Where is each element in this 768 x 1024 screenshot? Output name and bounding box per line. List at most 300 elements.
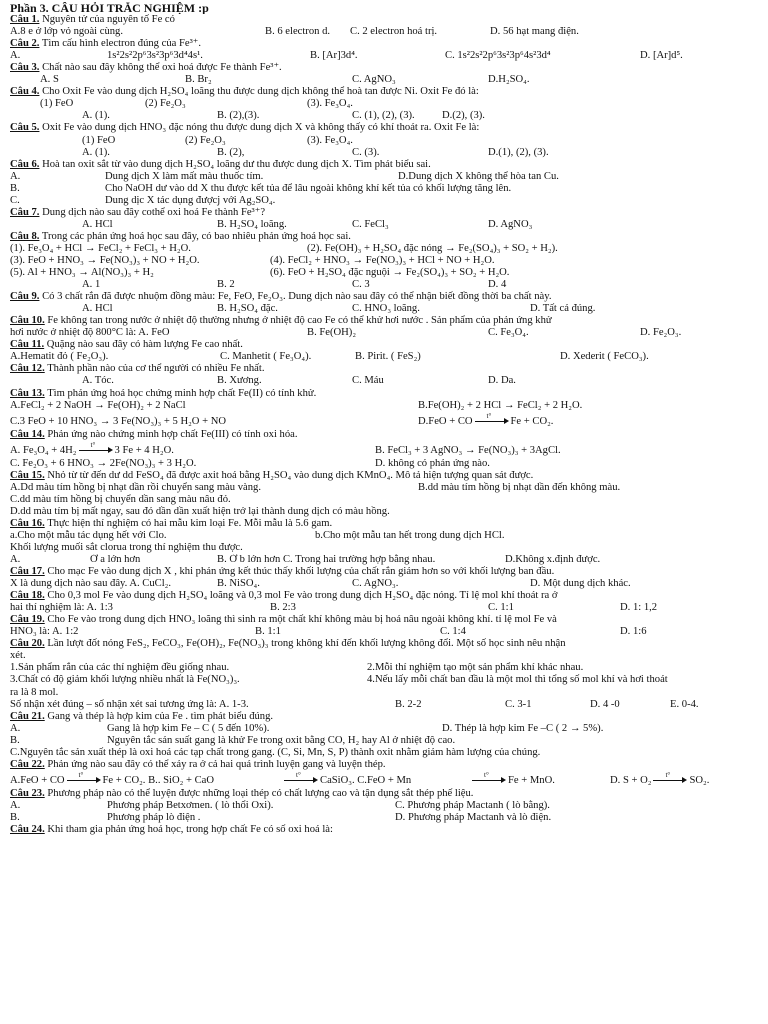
text-line [10,303,758,315]
question-number: Câu 10. [10,315,45,327]
text-segment [488,147,549,159]
text-segment [10,255,200,267]
text-segment [307,327,356,339]
segment-text: hơi nước ở nhiệt độ 800°C là: A. FeO [10,327,170,339]
segment-text: Thực hiện thí nghiệm có hai mẫu kim loại Fe. Mỗi mẫu là 5.6 gam. [44,517,333,529]
segment-text: (4). FeCl₂ + HNO₃ → Fe(NO₃)₃ + HCl + NO + H₂O. [270,254,495,266]
text-line [10,74,758,86]
segment-text: (1). Fe₃O₄ + HCl → FeCl₂ + FeCl₃ + H₂O. [10,242,191,254]
segment-text: Tìm cấu hình electron đúng của Fe³⁺. [39,38,201,50]
segment-text: Ở a lớn hơn [90,554,141,566]
segment-text: xét. [10,650,26,662]
text-segment [10,788,473,800]
segment-text: E. 0-4. [670,698,699,710]
text-line [10,400,758,412]
text-segment [10,26,123,38]
text-segment [10,159,431,171]
text-line [10,494,758,506]
text-segment [352,110,415,122]
segment-text: A.FeO + CO [10,774,65,786]
segment-text: A. [10,170,21,182]
text-segment [217,578,260,590]
segment-text: D. 56 hạt mang điện. [490,26,579,38]
text-line [10,699,758,711]
segment-text: Hoà tan oxit sắt từ vào dung dịch H₂SO₄ loãng dư thu được dung dịch X. Tìm phát biểu sai. [39,158,431,170]
text-segment [10,530,167,542]
text-segment [560,351,649,363]
segment-text: 3 Fe + 4 H₂O. [114,444,174,456]
segment-text: C. Manhetit ( Fe₃O₄). [220,351,312,363]
text-line [10,662,758,674]
text-segment [350,26,437,38]
text-segment [10,770,214,787]
segment-text: (2) Fe₂O₃ [185,134,226,146]
segment-text: ra là 8 mol. [10,686,59,698]
segment-text: hai thí nghiệm là: A. 1:3 [10,602,113,614]
segment-text: B. [Ar]3d⁴. [310,50,358,62]
text-line [10,429,758,441]
segment-text: D. 1:6 [620,626,647,638]
segment-text: D. Tất cả đúng. [530,303,596,315]
segment-text: C.3 FeO + 10 HNO₃ → 3 Fe(NO₃)₃ + 5 H₂O + NO [10,415,227,427]
segment-text: Thành phần nào của cơ thể người có nhiều Fe nhất. [44,363,265,375]
segment-text: Oxit Fe vào dung dịch HNO₃ đặc nóng thu được dung dịch X và không thấy có khí thoát ra. Oxit Fe là: [39,122,480,134]
text-line [10,122,758,134]
text-segment [10,735,20,747]
text-line [10,578,758,590]
text-segment [310,50,358,62]
segment-text: A. (1). [82,146,110,158]
segment-text: C. Fe₃O₄. [488,327,529,339]
segment-text: B. (2),(3). [217,110,260,122]
question-number: Câu 19. [10,614,45,626]
segment-text: A. HCl [82,303,113,315]
text-segment [395,800,550,812]
text-segment [10,339,243,351]
text-line [10,711,758,723]
text-segment [418,400,582,412]
text-segment [107,735,455,747]
segment-text: Cho NaOH dư vào dd X thu được kết tủa để lâu ngoài không khí kết tủa có khối lượng tăng lên. [105,182,512,194]
question-number: Câu 9. [10,291,40,303]
text-segment [10,171,20,183]
question-number: Câu 15. [10,469,45,481]
segment-text: a.Cho một mẫu tác dụng hết với Clo. [10,529,167,541]
segment-text: (3). FeO + HNO₃ → Fe(NO₃)₃ + NO + H₂O. [10,254,200,266]
segment-text: Cho 0,3 mol Fe vào dung dịch H₂SO₄ loãng và 0,3 mol Fe vào trong dung dịch H₂SO₄ đặc nóng. Tỉ lệ mol khí thoát ra ở [44,590,558,602]
question-number: Câu 4. [10,86,40,98]
text-line [10,412,758,429]
text-segment [265,26,330,38]
text-segment [270,267,509,279]
question-number: Câu 14. [10,428,45,440]
segment-text: A.Dd màu tím hồng bị nhạt dần rồi chuyển sang màu vàng. [10,481,261,493]
question-number: Câu 17. [10,566,45,578]
segment-text: A. (1). [82,110,110,122]
text-line [10,243,758,255]
text-line [10,14,758,26]
text-line [10,339,758,351]
text-segment [352,279,370,291]
segment-text: Dung dịch X làm mất màu thuốc tím. [105,170,264,182]
question-number: Câu 7. [10,206,40,218]
text-segment [10,674,240,686]
text-segment [10,578,171,590]
text-segment [10,759,386,771]
text-line [10,255,758,267]
text-line [10,98,758,110]
question-number: Câu 21. [10,710,45,722]
segment-text: SO₂. [689,774,710,786]
segment-text: Cho Oxit Fe vào dung dịch H₂SO₄ loãng thu được dung dịch không thể hoà tan được Ni. Oxit Fe đó là: [39,86,479,98]
segment-text: A. S [40,74,59,86]
segment-text: C. 3 [352,279,370,291]
text-segment [10,440,174,457]
text-line [10,554,758,566]
text-segment [488,279,506,291]
segment-text: A. [10,799,21,811]
text-segment [442,110,485,122]
text-segment [270,255,495,267]
segment-text: B. H₂SO₄ đặc. [217,303,278,315]
segment-text: D.H₂SO₄. [488,74,530,86]
text-line [10,800,758,812]
text-segment [270,602,296,614]
text-line [10,147,758,159]
segment-text: B. (2), [217,146,245,158]
text-line [10,470,758,482]
segment-text: 1.Sản phẩm rắn của các thí nghiệm đều giống nhau. [10,662,230,674]
text-line [10,759,758,771]
text-segment [217,279,235,291]
segment-text: B. [10,811,20,823]
text-segment [10,2,209,14]
segment-text: A.FeCl₂ + 2 NaOH → Fe(OH)₂ + 2 NaCl [10,399,186,411]
text-line [10,183,758,195]
question-number: Câu 23. [10,787,45,799]
segment-text: X là dung dịch nào sau đây. A. CuCl₂. [10,578,172,590]
segment-text: B.dd màu tím hồng bị nhạt dần đến không màu. [418,481,621,493]
segment-text: C. 2 electron hoá trị. [350,26,438,38]
text-segment [10,800,20,812]
question-number: Câu 18. [10,590,45,602]
text-segment [620,626,646,638]
text-segment [352,578,398,590]
segment-text: D. Phương pháp Mactanh và lò điện. [395,811,552,823]
segment-text: (1) FeO [40,98,74,110]
text-segment [488,375,516,387]
question-number: Câu 8. [10,230,40,242]
segment-text: Quặng nào sau đây có hàm lượng Fe cao nhất. [44,339,243,351]
segment-text: D. 4 [488,279,507,291]
text-segment [445,50,551,62]
segment-text: C.Nguyên tắc sản xuất thép là oxi hoá các tạp chất trong gang. (C, Si, Mn, S, P) thành oxit nhằm giảm hàm lượng của chúng. [10,746,541,758]
text-segment [505,554,600,566]
segment-text: A.Hematit đỏ ( Fe₂O₃). [10,351,109,363]
text-segment [105,171,263,183]
segment-text: D. S + O₂ [610,774,652,786]
question-number: Câu 11. [10,339,45,351]
question-number: Câu 1. [10,14,40,26]
text-segment [395,699,421,711]
text-segment [10,86,479,98]
text-segment [10,723,20,735]
text-segment [10,50,20,62]
text-segment [10,363,264,375]
segment-text: C. 3-1 [505,698,532,710]
text-segment [82,219,113,231]
text-segment [367,662,583,674]
text-segment [10,400,186,412]
text-segment [375,445,561,457]
segment-text: D. Xederit ( FeCO₃). [560,351,649,363]
question-number: Câu 13. [10,387,45,399]
segment-text: Gang là hợp kim Fe – C ( 5 đến 10%). [107,722,270,734]
text-line [10,159,758,171]
text-segment [610,770,710,787]
segment-text: Phản ứng nào sau đây có thể xảy ra ở cả hai quá trình luyện gang và luyện thép. [44,758,386,770]
segment-text: B. FeCl₃ + 3 AgNO₃ → Fe(NO₃)₃ + 3AgCl. [375,444,561,456]
question-number: Câu 6. [10,158,40,170]
segment-text: Khi tham gia phản ứng hoá học, trong hợp chất Fe có số oxi hoá là: [44,824,333,835]
segment-text: A. [10,50,21,62]
text-segment [105,195,275,207]
reaction-arrow-icon: t° [284,775,318,783]
question-number: Câu 2. [10,38,40,50]
text-segment [10,429,297,441]
segment-text: (3). Fe₃O₄. [307,98,353,110]
segment-text: Khối lượng muối sắt clorua trong thí nghiệm thu được. [10,541,243,553]
text-segment [107,723,269,735]
text-segment [10,602,113,614]
text-line [10,315,758,327]
text-line [10,110,758,122]
segment-text: 3.Chất có độ giảm khối lượng nhiều nhất là Fe(NO₃)₃. [10,674,240,686]
segment-text: C. AgNO₃. [352,578,399,590]
text-segment [10,687,58,699]
text-segment [307,135,353,147]
text-line [10,638,758,650]
segment-text: Phương pháp nào có thể luyện được những loại thép có chất lượng cao và tận dụng sắt thép phế liệu. [44,787,474,799]
text-segment [418,482,620,494]
text-line [10,62,758,74]
text-segment [10,243,191,255]
segment-text: C. 1:1 [488,602,514,614]
segment-text: A.8 e ở lớp vỏ ngoài cùng. [10,26,124,38]
question-number: Câu 12. [10,363,45,375]
segment-text: C.dd màu tím hồng bị chuyển dần sang màu nâu đỏ. [10,493,231,505]
segment-text: Có 3 chất rắn đã được nhuộm đồng màu: Fe, FeO, Fe₂O₃. Dung dịch nào sau đây có thể nhận biết đồng thời ba chất này. [39,291,552,303]
text-segment [185,135,226,147]
text-segment [217,110,259,122]
text-segment [352,74,396,86]
text-segment [82,110,110,122]
segment-text: Chất nào sau đây không thể oxi hoá được Fe thành Fe³⁺. [39,62,282,74]
segment-text: D. không có phản ứng nào. [375,457,490,469]
text-segment [10,388,316,400]
text-segment [355,351,421,363]
question-number: Câu 3. [10,62,40,74]
text-segment [10,291,551,303]
text-line [10,267,758,279]
text-line [10,747,758,759]
text-segment [488,219,532,231]
segment-text: C. 1:4 [440,626,466,638]
segment-text: b.Cho một mẫu tan hết trong dung dịch HCl. [315,529,505,541]
text-line [10,788,758,800]
text-segment [10,824,333,836]
segment-text: D. AgNO₃ [488,218,533,230]
text-line [10,542,758,554]
segment-text: D. Thép là hợp kim Fe –C ( 2 → 5%). [442,722,604,734]
text-segment [307,243,558,255]
segment-text: C. (3). [352,146,380,158]
text-segment [505,699,531,711]
question-number: Câu 22. [10,758,45,770]
segment-text: C. Máu [352,375,384,387]
segment-text: D. 1: 1,2 [620,602,658,614]
segment-text: 4.Nếu lấy mỗi chất ban đầu là một mol thì tổng số mol khí và hơi thoát [367,674,668,686]
segment-text: Fe + CO₂. B.. SiO₂ + CaO [102,774,214,786]
segment-text: C. FeCl₃ [352,218,389,230]
segment-text: A. Fe₃O₄ + 4H₂ [10,444,77,456]
text-segment [10,747,540,759]
text-line [10,231,758,243]
segment-text: (2). Fe(OH)₃ + H₂SO₄ đặc nóng → Fe₂(SO₄)₃ + SO₂ + H₂). [307,242,558,254]
text-segment [107,50,203,62]
question-number: Câu 16. [10,517,45,529]
segment-text: A. 1 [82,279,101,291]
text-segment [315,530,505,542]
text-segment [10,699,249,711]
text-line [10,171,758,183]
section-title [10,2,758,14]
text-segment [530,578,631,590]
text-segment [620,602,657,614]
text-segment [395,812,551,824]
text-segment [488,602,514,614]
text-line [10,518,758,530]
text-segment [145,98,186,110]
text-segment [217,147,244,159]
text-segment [10,554,20,566]
segment-text: C. Phương pháp Mactanh ( lò bằng). [395,799,550,811]
text-segment [670,699,699,711]
segment-text: D.(1), (2), (3). [488,146,549,158]
segment-text: B. 1:1 [255,626,281,638]
segment-text: D. Da. [488,375,516,387]
segment-text: B. 2:3 [270,602,296,614]
text-line [10,687,758,699]
text-line [10,506,758,518]
segment-text: Phương pháp Betxơmen. ( lò thổi Oxi). [107,799,274,811]
segment-text: A. [10,554,21,566]
segment-text: Phương pháp lò điện . [107,811,201,823]
text-segment [82,135,115,147]
segment-text: B. [10,734,20,746]
text-segment [10,62,282,74]
segment-text: (1) FeO [82,134,116,146]
segment-text: B. Br₂ [185,74,212,86]
text-segment [10,711,273,723]
text-segment [530,303,595,315]
segment-text: (5). Al + HNO₃ → Al(NO₃)₃ + H₂ [10,267,154,279]
text-segment [10,566,554,578]
text-segment [10,626,78,638]
text-segment [470,770,555,787]
text-segment [82,147,110,159]
text-segment [10,207,265,219]
segment-text: B. Pirit. ( FeS₂) [355,351,421,363]
text-line [10,590,758,602]
text-segment [10,506,390,518]
text-segment [282,770,412,787]
text-line [10,650,758,662]
text-segment [10,231,351,243]
text-line [10,375,758,387]
text-segment [255,626,281,638]
text-segment [352,375,384,387]
text-segment [10,650,26,662]
text-segment [107,800,273,812]
text-line [10,327,758,339]
text-segment [107,812,200,824]
text-segment [307,98,353,110]
text-line [10,458,758,470]
text-line [10,207,758,219]
text-segment [10,14,175,26]
segment-text: C. 1s²2s²2p⁶3s²3p⁶4s²3d⁴ [445,50,551,62]
question-number: Câu 5. [10,122,40,134]
segment-text: D. Một dung dịch khác. [530,578,631,590]
text-segment [440,626,466,638]
text-line [10,363,758,375]
quiz-document [10,0,758,836]
text-line [10,26,758,38]
text-line [10,279,758,291]
text-segment [220,351,311,363]
segment-text: A. HCl [82,218,113,230]
text-segment [10,812,20,824]
text-line [10,530,758,542]
text-segment [10,458,196,470]
text-segment [217,554,435,566]
reaction-arrow-icon: t° [653,775,687,783]
segment-text: Tìm phản ứng hoá học chứng minh hợp chất Fe(II) có tính khử. [44,387,317,399]
text-line [10,723,758,735]
text-segment [10,38,201,50]
text-line [10,219,758,231]
text-segment [418,411,554,428]
segment-text: C. (1), (2), (3). [352,110,415,122]
segment-text: A. [10,722,21,734]
segment-text: D.dd màu tím bị mất ngay, sau đó dần dần xuất hiện trở lại thành dung dịch có màu hồng. [10,505,390,517]
text-segment [590,699,620,711]
text-line [10,351,758,363]
text-segment [488,327,529,339]
text-segment [375,458,490,470]
text-line [10,735,758,747]
segment-text: B.Fe(OH)₂ + 2 HCl → FeCl₂ + 2 H₂O. [418,399,583,411]
question-number: Câu 20. [10,638,45,650]
segment-text: (2) Fe₂O₃ [145,98,186,110]
segment-text: Fe không tan trong nước ở nhiệt độ thường nhưng ở nhiệt độ cao Fe có thể khử hơi nước . Sản phẩm của phản ứng khử [44,315,552,327]
segment-text: Dung dịch nào sau đây cothể oxi hoá Fe thành Fe³⁺? [39,206,266,218]
segment-text: D. Fe₂O₃. [640,327,682,339]
segment-text: C. AgNO₃ [352,74,396,86]
segment-text: Phần 3. CÂU HỎI TRẮC NGHIỆM :p [10,2,209,15]
text-segment [10,183,20,195]
